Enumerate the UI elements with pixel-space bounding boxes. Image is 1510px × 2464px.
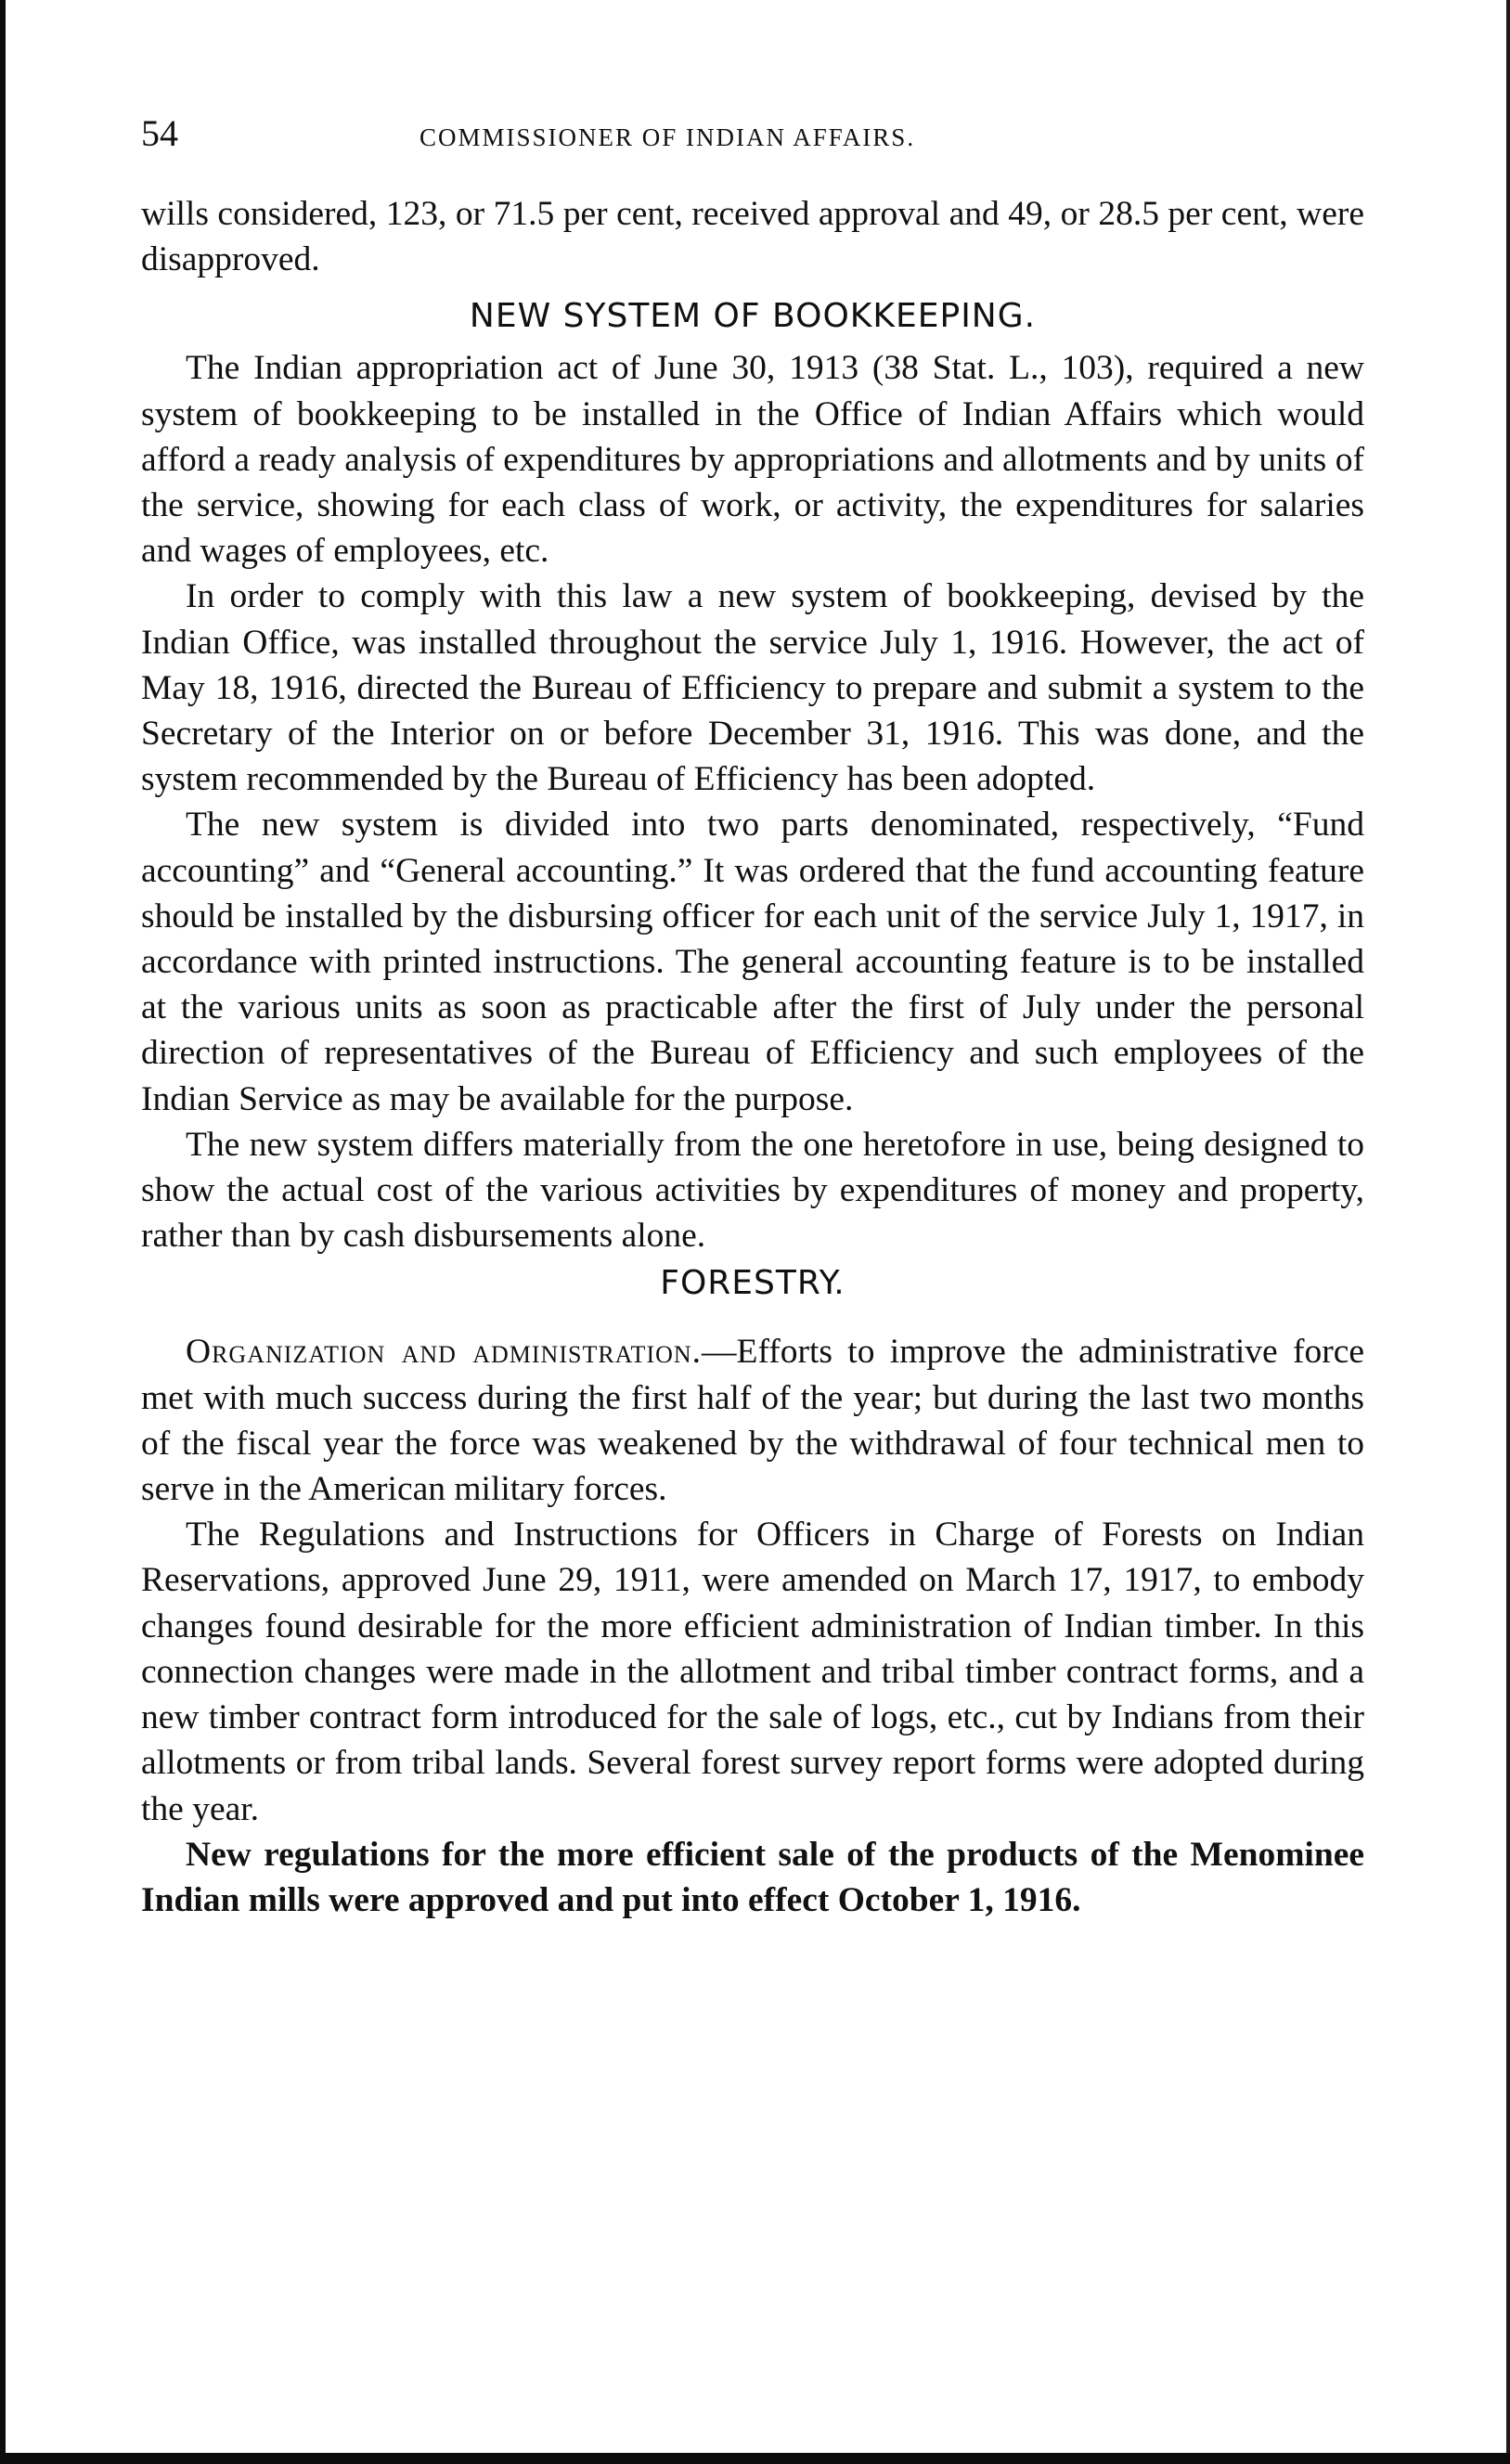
heading-forestry: FORESTRY. <box>660 1264 845 1303</box>
forestry-paragraph-1 <box>141 1329 1364 1512</box>
page-number: 54 <box>141 112 178 154</box>
intro-paragraph: wills considered, 123, or 71.5 per cent, received approval and 49, or 28.5 per cent, were disapproved. <box>141 195 1364 279</box>
forestry-paragraph-2: The Regulations and Instructions for Officers in Charge of Forests on Indian Reservations, approved June 29, 1911, were amended on March 17, 1917, to embody changes found desirable for the more efficient administration of Indian timber. In this connection changes were made in the allotment and tribal timber contract forms, and a new timber contract form introduced for the sale of logs, etc., cut by Indians from their allotments or from tribal lands. Several forest survey report forms were adopted during the year. <box>141 1516 1364 1828</box>
bookkeeping-paragraph-3: The new system is divided into two parts denominated, respectively, “Fund accounting” and “General accounting.” It was ordered that the fund accounting feature should be installed by the disbursing officer for each unit of the service July 1, 1917, in accordance with printed instructions. The general accounting feature is to be installed at the various units as soon as practicable after the first of July under the personal direction of representatives of the Bureau of Efficiency and such employees of the Indian Service as may be available for the purpose. <box>141 806 1364 1118</box>
running-title: COMMISSIONER OF INDIAN AFFAIRS. <box>419 123 916 151</box>
scan-border-left <box>0 0 6 2464</box>
forestry-paragraph-3: New regulations for the more efficient sale of the products of the Menominee Indian mills were approved and put into effect October 1, 1916. <box>141 1835 1364 1919</box>
page-body <box>141 191 1364 1923</box>
bookkeeping-paragraph-1: The Indian appropriation act of June 30, 1913 (38 Stat. L., 103), required a new system of bookkeeping to be installed in the Office of Indian Affairs which would afford a ready analysis of expenditures by appropriations and allotments and by units of the service, showing for each class of work, or activity, the expenditures for salaries and wages of employees, etc. <box>141 349 1364 571</box>
scan-border-bottom <box>0 2453 1510 2464</box>
bookkeeping-paragraph-2: In order to comply with this law a new system of bookkeeping, devised by the Indian Office, was installed throughout the service July 1, 1916. However, the act of May 18, 1916, directed the Bureau of Efficiency to prepare and submit a system to the Secretary of the Interior on or before December 31, 1916. This was done, and the system recommended by the Bureau of Efficiency has been adopted. <box>141 577 1364 799</box>
forestry-subheading: Organization and administration. <box>186 1333 703 1372</box>
bookkeeping-paragraph-4: The new system differs materially from the one heretofore in use, being designed to show the actual cost of the various activities by expenditures of money and property, rather than by cash disbursements alone. <box>141 1125 1364 1256</box>
forestry-paragraph-1-text: —Efforts to improve the administrative force met with much success during the first half of the year; but during the last two months of the fiscal year the force was weakened by the withdrawal of four technical men to serve in the American military forces. <box>141 1333 1364 1509</box>
scan-border-right <box>1506 0 1510 2464</box>
running-head <box>141 110 1366 165</box>
heading-bookkeeping: NEW SYSTEM OF BOOKKEEPING. <box>469 297 1037 336</box>
